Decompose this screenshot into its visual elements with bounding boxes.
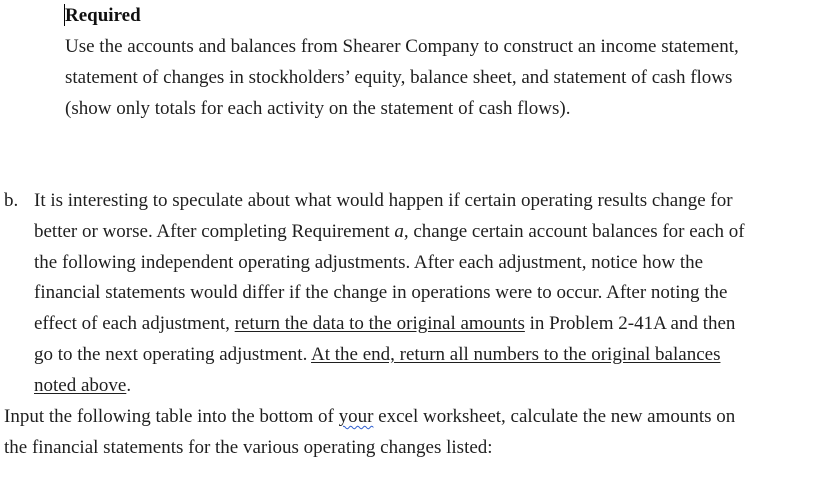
underlined-at-the-end: At the end, return all numbers to the original balances — [311, 343, 721, 365]
part-b-line-7 — [34, 371, 824, 402]
underlined-return-data: return the data to the original amounts — [234, 313, 525, 335]
part-b-line-5-text-a: effect of each adjustment, — [34, 313, 235, 335]
part-b-label: b. — [4, 190, 19, 211]
required-line-2: statement of changes in stockholders’ equity, balance sheet, and statement of cash flows — [65, 66, 733, 88]
part-b-line-2-text-b: , change certain account balances for each of — [403, 220, 745, 242]
part-b-line-3: the following independent operating adjustments. After each adjustment, notice how the — [34, 251, 704, 273]
input-instructions-paragraph — [4, 402, 824, 464]
part-b-line-4: financial statements would differ if the change in operations were to occur. After noting the — [34, 282, 728, 304]
required-line-3: (show only totals for each activity on the statement of cash flows). — [65, 97, 571, 119]
requirement-letter: a — [394, 220, 404, 242]
spellcheck-flagged-word[interactable]: your — [338, 406, 374, 427]
required-line-1: Use the accounts and balances from Shearer Company to construct an income statement, — [65, 36, 739, 57]
part-b-line-7-text-b: . — [126, 374, 132, 396]
part-b-line-5-text-b: in Problem 2-41A and then — [524, 313, 736, 335]
input-line-1-text-a: Input the following table into the bottom of — [4, 406, 339, 427]
required-paragraph — [65, 32, 810, 124]
part-b-paragraph — [34, 186, 824, 402]
input-line-1 — [4, 402, 824, 433]
part-b-line-6-text-a: go to the next operating adjustment. — [34, 343, 312, 365]
underlined-noted-above: noted above — [34, 374, 127, 396]
part-b-line-6 — [34, 340, 824, 371]
required-heading: Required — [65, 5, 141, 26]
part-b-line-2 — [34, 217, 824, 248]
part-b-line-2-text-a: better or worse. After completing Requirement — [34, 220, 395, 242]
input-line-2: the financial statements for the various operating changes listed: — [4, 436, 493, 458]
part-b-line-1: It is interesting to speculate about what would happen if certain operating results change for — [34, 190, 733, 211]
input-line-1-text-b: excel worksheet, calculate the new amounts on — [373, 406, 736, 427]
part-b-line-5 — [34, 309, 824, 340]
